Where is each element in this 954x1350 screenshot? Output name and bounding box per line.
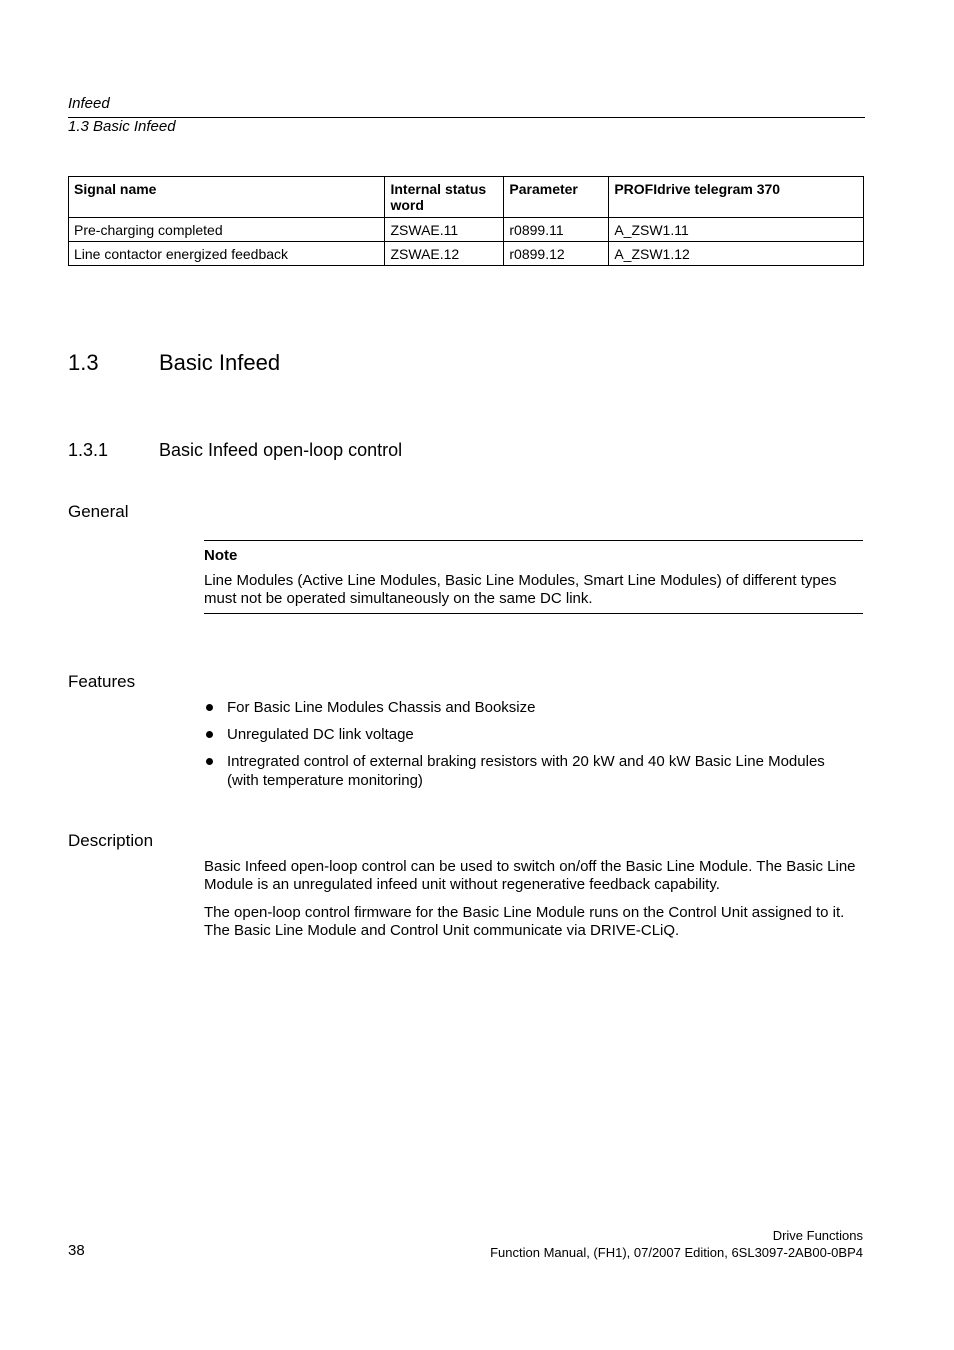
footer-doc-info: Function Manual, (FH1), 07/2007 Edition, 6SL3097-2AB00-0BP4	[490, 1245, 863, 1260]
table-cell: r0899.11	[504, 218, 609, 242]
list-item-text: Unregulated DC link voltage	[227, 726, 414, 743]
table-cell: Pre-charging completed	[69, 218, 385, 242]
list-item	[204, 725, 844, 744]
section-number: 1.3	[68, 350, 99, 375]
note-title: Note	[204, 547, 238, 564]
table-header-cell: Signal name	[69, 177, 385, 218]
subsection-number: 1.3.1	[68, 440, 109, 460]
running-header-chapter: Infeed	[68, 95, 110, 112]
running-header-section: 1.3 Basic Infeed	[68, 118, 176, 135]
list-item-text: Intregrated control of external braking resistors with 20 kW and 40 kW Basic Line Modules (with temperature monitoring)	[227, 753, 825, 789]
description-paragraph: Basic Infeed open-loop control can be used to switch on/off the Basic Line Module. The Basic Line Module is an unregulated infeed unit without regenerative feedback capability.	[204, 858, 856, 893]
signal-table	[68, 176, 864, 266]
note-text: Line Modules (Active Line Modules, Basic Line Modules, Smart Line Modules) of different types must not be operated simultaneously on the same DC link.	[204, 572, 837, 607]
table-row	[69, 242, 864, 266]
list-item-text: For Basic Line Modules Chassis and Booksize	[227, 699, 536, 716]
table-header-cell: Internal status word	[385, 177, 504, 218]
list-item	[204, 698, 844, 717]
features-heading: Features	[68, 672, 136, 691]
section-title: Basic Infeed	[159, 350, 281, 375]
table-cell: A_ZSW1.11	[609, 218, 864, 242]
table-header-cell: Parameter	[504, 177, 609, 218]
description-heading: Description	[68, 831, 154, 850]
note-box	[204, 540, 863, 614]
table-header-cell: PROFIdrive telegram 370	[609, 177, 864, 218]
general-heading: General	[68, 502, 129, 521]
table-header-row	[69, 177, 864, 218]
table-cell: A_ZSW1.12	[609, 242, 864, 266]
bullet-icon	[206, 731, 213, 738]
list-item	[204, 752, 844, 790]
table-row	[69, 218, 864, 242]
features-list	[204, 698, 844, 798]
table-cell: r0899.12	[504, 242, 609, 266]
description-paragraph: The open-loop control firmware for the Basic Line Module runs on the Control Unit assigned to it. The Basic Line Module and Control Unit communicate via DRIVE-CLiQ.	[204, 904, 845, 939]
subsection-heading	[68, 440, 402, 461]
header-divider	[68, 117, 865, 118]
bullet-icon	[206, 758, 213, 765]
subsection-title: Basic Infeed open-loop control	[159, 440, 403, 460]
footer-doc-title: Drive Functions	[772, 1228, 863, 1243]
table-cell: Line contactor energized feedback	[69, 242, 385, 266]
section-heading	[68, 350, 280, 376]
page-number: 38	[68, 1242, 85, 1259]
table-cell: ZSWAE.11	[385, 218, 504, 242]
table-cell: ZSWAE.12	[385, 242, 504, 266]
bullet-icon	[206, 704, 213, 711]
